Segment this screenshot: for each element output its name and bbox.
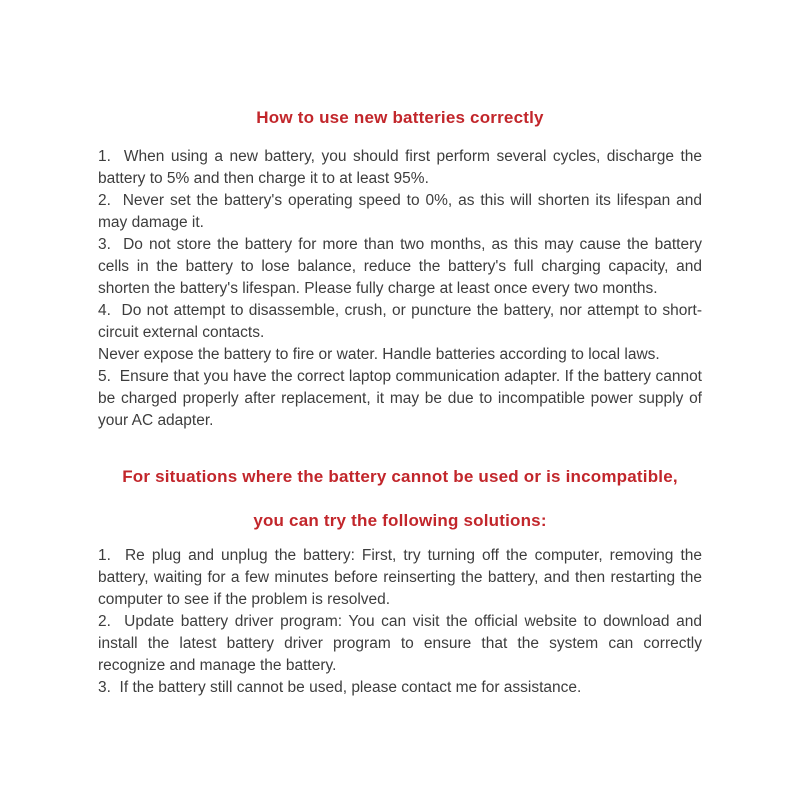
solution-item-1: 1. Re plug and unplug the battery: First, try turning off the computer, removing the battery, waiting for a few minutes before reinserting the battery, and then restarting the computer to see if the problem is resolved. — [98, 547, 702, 608]
usage-item-1: 1. When using a new battery, you should first perform several cycles, discharge the battery to 5% and then charge it to at least 95%. — [98, 148, 702, 187]
usage-item-5: 5. Ensure that you have the correct laptop communication adapter. If the battery cannot be charged properly after replacement, it may be due to incompatible power supply of your AC adapter. — [98, 368, 702, 429]
main-heading: How to use new batteries correctly — [256, 108, 544, 127]
usage-note-fire-water: Never expose the battery to fire or water. Handle batteries according to local laws. — [98, 346, 660, 363]
usage-item-4: 4. Do not attempt to disassemble, crush, or puncture the battery, nor attempt to short-circuit external contacts. — [98, 302, 702, 341]
troubleshooting-heading-line1: For situations where the battery cannot be used or is incompatible, — [122, 467, 678, 486]
troubleshooting-heading-line2: you can try the following solutions: — [253, 511, 547, 530]
solution-item-2: 2. Update battery driver program: You can visit the official website to download and install the latest battery driver program to ensure that the system can correctly recognize and manage the battery. — [98, 613, 702, 674]
troubleshooting-solutions-list — [98, 545, 702, 699]
solution-item-3: 3. If the battery still cannot be used, please contact me for assistance. — [98, 679, 582, 696]
usage-item-3: 3. Do not store the battery for more than two months, as this may cause the battery cells in the battery to lose balance, reduce the battery's full charging capacity, and shorten the battery's lifespan. Please fully charge at least once every two months. — [98, 236, 702, 297]
usage-item-2: 2. Never set the battery's operating speed to 0%, as this will shorten its lifespan and may damage it. — [98, 192, 702, 231]
usage-instructions-list — [98, 146, 702, 432]
